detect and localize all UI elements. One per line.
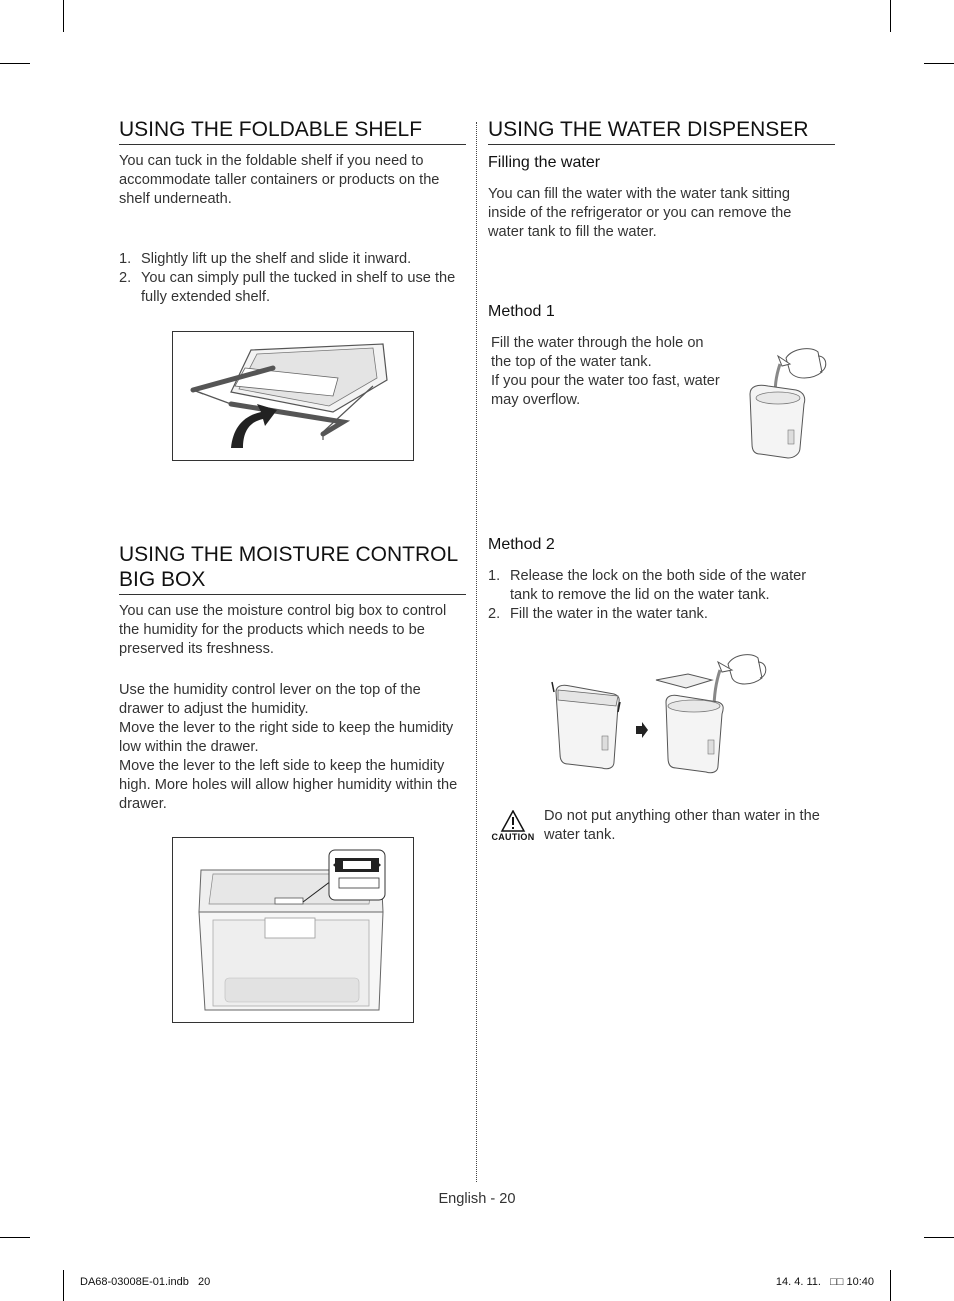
print-date-slug: 14. 4. 11. □□ 10:40 [775,1276,874,1288]
section-title-moisture-control: USING THE MOISTURE CONTROL BIG BOX [119,542,466,595]
caution-label: CAUTION [491,832,535,842]
crop-mark [0,63,30,64]
list-item: 1. Slightly lift up the shelf and slide it inward. [119,251,412,267]
caution-text: Do not put anything other than water in the water tank. [544,808,820,843]
list-item: 2. Fill the water in the water tank. [488,606,708,622]
method2-steps [488,567,828,624]
method1-line: If you pour the water too fast, water may overflow. [491,373,720,408]
foldable-shelf-illustration [172,331,414,461]
page-number: English - 20 [438,1191,516,1207]
method1-heading: Method 1 [488,303,555,320]
caution-icon [489,810,537,844]
method1-line: Fill the water through the hole on the top of the water tank. [491,335,704,370]
moisture-body-line: Use the humidity control lever on the top of the drawer to adjust the humidity. [119,682,421,717]
shelf-intro: You can tuck in the foldable shelf if you need to accommodate taller containers or products on the shelf underneath. [119,153,440,207]
crop-mark [0,1237,30,1238]
moisture-box-illustration [172,837,414,1023]
crop-mark [890,1270,891,1301]
filling-text: You can fill the water with the water tank sitting inside of the refrigerator or you can remove the water tank to fill the water. [488,186,792,240]
crop-mark [924,1237,954,1238]
method1-text [491,334,721,410]
crop-mark [890,0,891,32]
water-tank-pour-illustration [742,342,832,460]
filling-heading: Filling the water [488,154,601,171]
moisture-intro: You can use the moisture control big box to control the humidity for the products which needs to be preserved its freshness. [119,603,447,657]
section-title-foldable-shelf: USING THE FOLDABLE SHELF [119,117,466,145]
crop-mark [63,0,64,32]
print-file-slug: DA68-03008E-01.indb 20 [80,1276,211,1288]
column-divider [476,122,477,1182]
list-item: 1. Release the lock on the both side of the water tank to remove the lid on the water tank. [488,568,807,603]
section-title-water-dispenser: USING THE WATER DISPENSER [488,117,835,145]
moisture-body [119,681,466,814]
moisture-body-line: Move the lever to the left side to keep the humidity high. More holes will allow higher humidity within the drawer. [119,758,458,812]
shelf-steps [119,250,466,307]
crop-mark [924,63,954,64]
method2-heading: Method 2 [488,536,555,553]
list-item: 2. You can simply pull the tucked in shelf to use the fully extended shelf. [119,270,456,305]
moisture-body-line: Move the lever to the right side to keep the humidity low within the drawer. [119,720,454,755]
water-tank-refill-illustration [548,650,774,776]
crop-mark [63,1270,64,1301]
